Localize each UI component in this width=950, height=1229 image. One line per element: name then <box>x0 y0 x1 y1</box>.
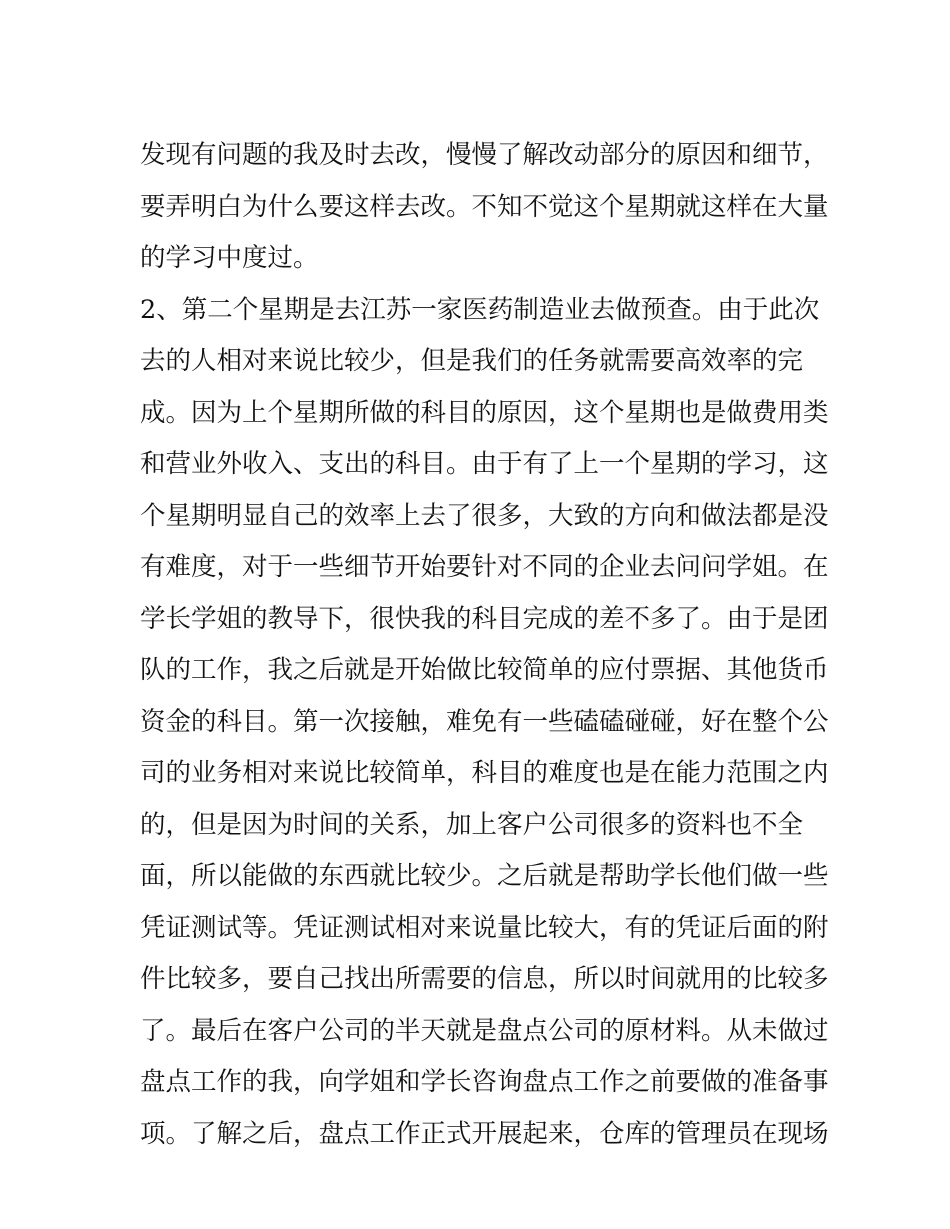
text-line: 成。因为上个星期所做的科目的原因，这个星期也是做费用类 <box>140 397 829 428</box>
text-line: 和营业外收入、支出的科目。由于有了上一个星期的学习，这 <box>140 449 829 479</box>
text-line: 要弄明白为什么要这样去改。不知不觉这个星期就这样在大量 <box>140 191 829 222</box>
text-line: 项。了解之后，盘点工作正式开展起来，仓库的管理员在现场 <box>140 1118 829 1149</box>
text-line: 有难度，对于一些细节开始要针对不同的企业去问问学姐。在 <box>140 552 829 582</box>
text-line: 凭证测试等。凭证测试相对来说量比较大，有的凭证后面的附 <box>140 912 829 943</box>
text-line: 面，所以能做的东西就比较少。之后就是帮助学长他们做一些 <box>140 861 829 891</box>
text-line: 2、第二个星期是去江苏一家医药制造业去做预查。由于此次 <box>140 294 820 325</box>
text-line: 发现有问题的我及时去改，慢慢了解改动部分的原因和细节， <box>140 140 829 170</box>
body-text <box>140 130 829 1160</box>
text-line: 个星期明显自己的效率上去了很多，大致的方向和做法都是没 <box>140 500 829 531</box>
text-line: 队的工作，我之后就是开始做比较简单的应付票据、其他货币 <box>140 655 829 685</box>
text-line: 盘点工作的我，向学姐和学长咨询盘点工作之前要做的准备事 <box>140 1067 829 1097</box>
text-line: 司的业务相对来说比较简单，科目的难度也是在能力范围之内 <box>140 758 829 788</box>
text-line: 资金的科目。第一次接触，难免有一些磕磕碰碰，好在整个公 <box>140 706 829 737</box>
text-line: 的，但是因为时间的关系，加上客户公司很多的资料也不全 <box>140 809 804 840</box>
text-line: 去的人相对来说比较少，但是我们的任务就需要高效率的完 <box>140 346 804 376</box>
text-line: 了。最后在客户公司的半天就是盘点公司的原材料。从未做过 <box>140 1015 829 1046</box>
text-line: 的学习中度过。 <box>140 243 319 273</box>
text-line: 学长学姐的教导下，很快我的科目完成的差不多了。由于是团 <box>140 603 829 634</box>
text-line: 件比较多，要自己找出所需要的信息，所以时间就用的比较多 <box>140 964 829 994</box>
